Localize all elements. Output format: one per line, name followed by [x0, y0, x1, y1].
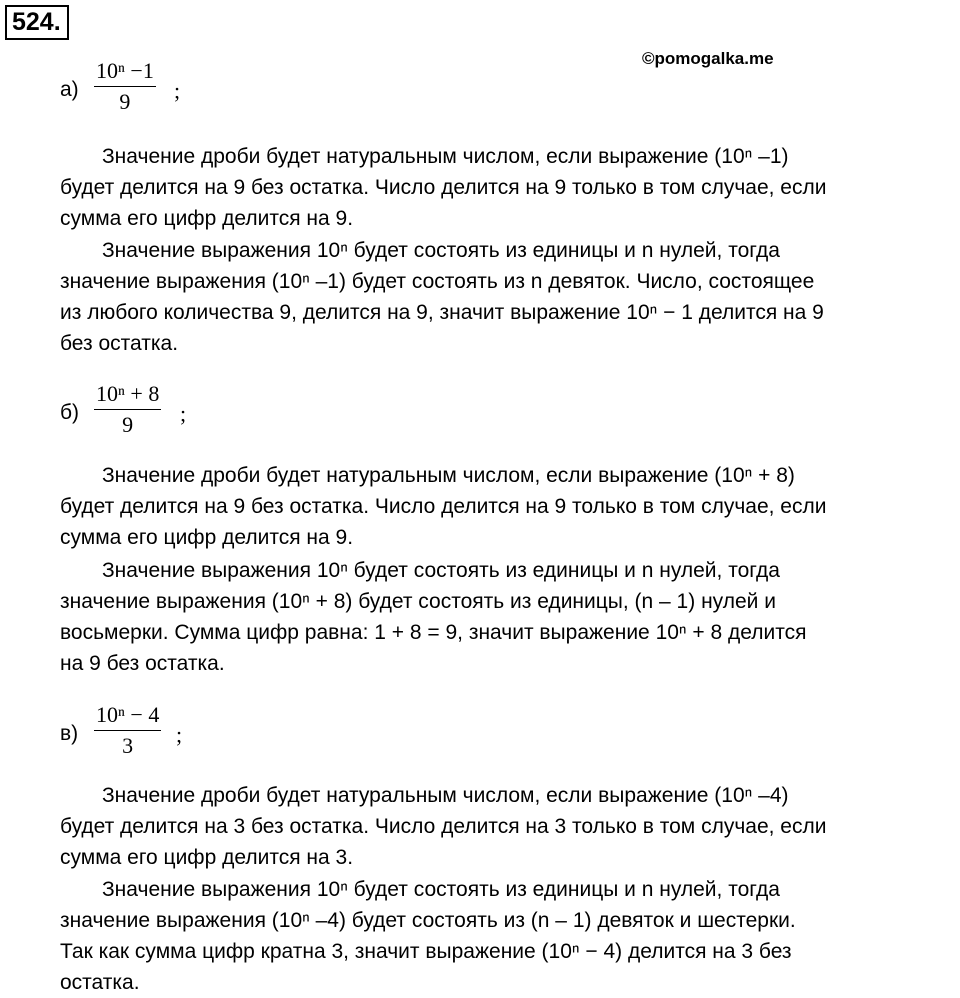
text-line: без остатка.: [60, 332, 179, 355]
problem-number: 524.: [5, 5, 69, 40]
text-line: будет делится на 9 без остатка. Число делится на 9 только в том случае, если: [60, 176, 827, 199]
fraction-semicolon: ;: [176, 722, 183, 747]
text-line: Так как сумма цифр кратна 3, значит выражение (10ⁿ − 4) делится на 3 без: [60, 940, 792, 963]
part-c-label: в): [60, 722, 79, 745]
part-b-paragraph-2: [60, 555, 955, 679]
text-line: Значение дроби будет натуральным числом, если выражение (10ⁿ –4): [102, 784, 789, 807]
text-line: на 9 без остатка.: [60, 652, 225, 675]
text-line: остатка.: [60, 971, 140, 994]
text-line: из любого количества 9, делится на 9, значит выражение 10ⁿ − 1 делится на 9: [60, 301, 824, 324]
part-a-fraction: [94, 58, 156, 115]
watermark: ©pomogalka.me: [642, 49, 774, 68]
part-c-paragraph-1: [60, 780, 955, 873]
fraction-denominator: 9: [122, 412, 134, 437]
fraction-semicolon: ;: [180, 401, 187, 426]
part-a-paragraph-2: [60, 235, 955, 359]
part-b-fraction: [94, 381, 161, 438]
text-line: сумма его цифр делится на 3.: [60, 846, 354, 869]
text-line: значение выражения (10ⁿ –4) будет состоять из (n – 1) девяток и шестерки.: [60, 909, 796, 932]
part-b-paragraph-1: [60, 460, 955, 553]
part-a-paragraph-1: [60, 141, 955, 234]
part-a-label: а): [60, 78, 79, 101]
fraction-denominator: 9: [119, 89, 131, 114]
text-line: Значение выражения 10ⁿ будет состоять из единицы и n нулей, тогда: [102, 559, 780, 582]
text-line: Значение выражения 10ⁿ будет состоять из единицы и n нулей, тогда: [102, 878, 780, 901]
text-line: значение выражения (10ⁿ + 8) будет состоять из единицы, (n – 1) нулей и: [60, 590, 776, 613]
fraction-numerator: 10ⁿ + 8: [94, 381, 161, 410]
fraction-numerator: 10ⁿ −1: [94, 58, 156, 87]
part-c-paragraph-2: [60, 874, 955, 998]
fraction-numerator: 10ⁿ − 4: [94, 702, 161, 731]
fraction-denominator: 3: [122, 733, 134, 758]
text-line: будет делится на 9 без остатка. Число делится на 9 только в том случае, если: [60, 495, 827, 518]
text-line: будет делится на 3 без остатка. Число делится на 3 только в том случае, если: [60, 815, 827, 838]
text-line: Значение выражения 10ⁿ будет состоять из единицы и n нулей, тогда: [102, 239, 780, 262]
part-c-fraction: [94, 702, 161, 759]
fraction-semicolon: ;: [174, 78, 181, 103]
text-line: сумма его цифр делится на 9.: [60, 207, 354, 230]
text-line: Значение дроби будет натуральным числом, если выражение (10ⁿ –1): [102, 145, 789, 168]
text-line: сумма его цифр делится на 9.: [60, 526, 354, 549]
text-line: значение выражения (10ⁿ –1) будет состоять из n девяток. Число, состоящее: [60, 270, 815, 293]
text-line: Значение дроби будет натуральным числом, если выражение (10ⁿ + 8): [102, 464, 795, 487]
part-b-label: б): [60, 401, 80, 424]
text-line: восьмерки. Сумма цифр равна: 1 + 8 = 9, значит выражение 10ⁿ + 8 делится: [60, 621, 807, 644]
